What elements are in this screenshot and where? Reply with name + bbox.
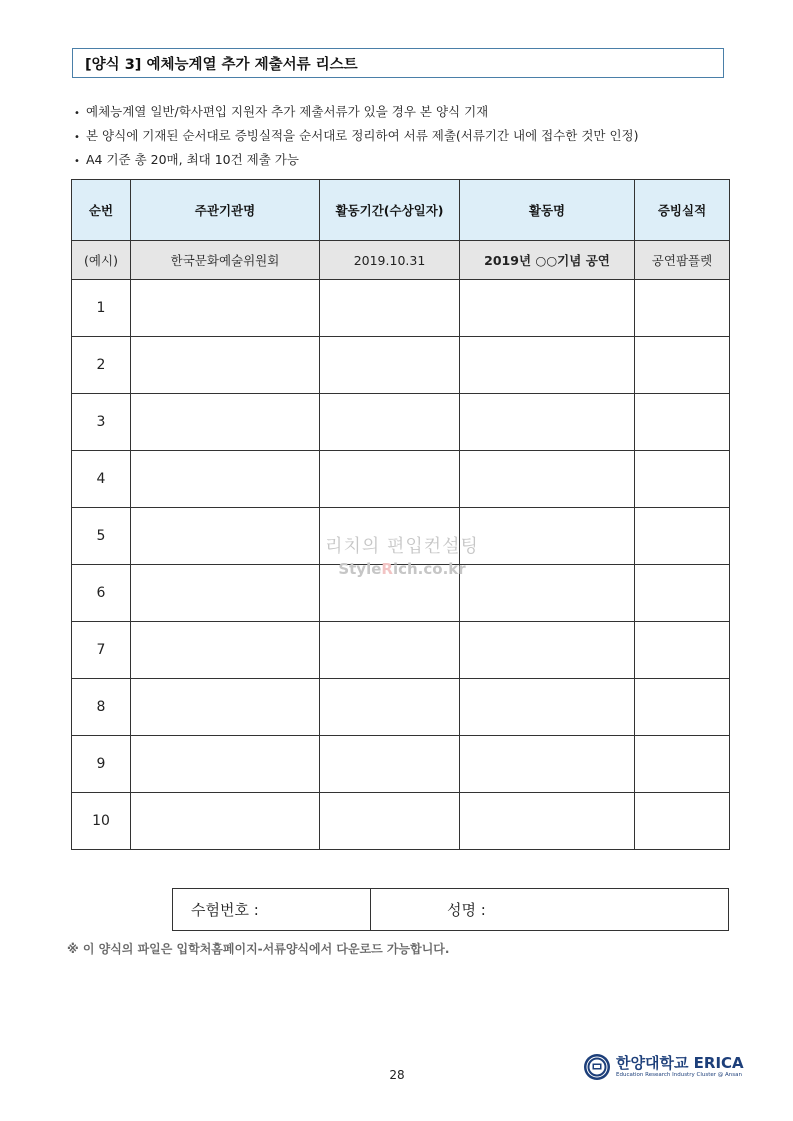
header-organization: 주관기관명 xyxy=(131,180,320,241)
university-seal-icon xyxy=(583,1053,611,1081)
example-evidence: 공연팜플렛 xyxy=(635,241,730,280)
instruction-item: • 본 양식에 기재된 순서대로 증빙실적을 순서대로 정리하여 서류 제출(서류기간 내에 접수한 것만 인정) xyxy=(74,124,639,148)
row-evidence-cell[interactable] xyxy=(635,793,730,850)
row-activity-cell[interactable] xyxy=(460,337,635,394)
header-evidence: 증빙실적 xyxy=(635,180,730,241)
submission-table xyxy=(71,179,730,850)
table-row xyxy=(72,394,730,451)
download-note: ※ 이 양식의 파일은 입학처홈페이지-서류양식에서 다운로드 가능합니다. xyxy=(67,942,450,956)
row-activity-cell[interactable] xyxy=(460,622,635,679)
row-activity-cell[interactable] xyxy=(460,394,635,451)
example-organization: 한국문화예술위원회 xyxy=(131,241,320,280)
name-field[interactable]: 성명 : xyxy=(447,901,486,919)
row-seq: 5 xyxy=(72,508,131,565)
row-seq: 6 xyxy=(72,565,131,622)
row-seq: 7 xyxy=(72,622,131,679)
header-activity: 활동명 xyxy=(460,180,635,241)
bullet-icon: • xyxy=(74,132,80,143)
bullet-icon: • xyxy=(74,108,80,119)
row-seq: 8 xyxy=(72,679,131,736)
row-organization-cell[interactable] xyxy=(131,280,320,337)
watermark-line2: StyleRich.co.kr xyxy=(338,560,466,578)
table-row xyxy=(72,622,730,679)
header-period: 활동기간(수상일자) xyxy=(320,180,460,241)
row-seq: 1 xyxy=(72,280,131,337)
row-evidence-cell[interactable] xyxy=(635,280,730,337)
row-organization-cell[interactable] xyxy=(131,679,320,736)
row-activity-cell[interactable] xyxy=(460,679,635,736)
row-evidence-cell[interactable] xyxy=(635,679,730,736)
row-evidence-cell[interactable] xyxy=(635,622,730,679)
row-evidence-cell[interactable] xyxy=(635,508,730,565)
row-period-cell[interactable] xyxy=(320,565,460,622)
row-period-cell[interactable] xyxy=(320,679,460,736)
row-evidence-cell[interactable] xyxy=(635,736,730,793)
table-row xyxy=(72,565,730,622)
row-organization-cell[interactable] xyxy=(131,622,320,679)
row-period-cell[interactable] xyxy=(320,337,460,394)
row-period-cell[interactable] xyxy=(320,394,460,451)
row-seq: 2 xyxy=(72,337,131,394)
row-evidence-cell[interactable] xyxy=(635,337,730,394)
row-organization-cell[interactable] xyxy=(131,793,320,850)
university-name: 한양대학교 ERICA xyxy=(616,1054,744,1072)
instruction-item: • A4 기준 총 20매, 최대 10건 제출 가능 xyxy=(74,148,639,172)
table-row xyxy=(72,451,730,508)
row-seq: 3 xyxy=(72,394,131,451)
row-period-cell[interactable] xyxy=(320,508,460,565)
row-organization-cell[interactable] xyxy=(131,508,320,565)
instruction-list xyxy=(74,100,639,172)
row-activity-cell[interactable] xyxy=(460,565,635,622)
row-organization-cell[interactable] xyxy=(131,394,320,451)
row-activity-cell[interactable] xyxy=(460,451,635,508)
table-header-row xyxy=(72,180,730,241)
applicant-id-box xyxy=(172,888,729,931)
row-seq: 9 xyxy=(72,736,131,793)
table-row xyxy=(72,736,730,793)
row-seq: 4 xyxy=(72,451,131,508)
example-seq: (예시) xyxy=(72,241,131,280)
table-row xyxy=(72,280,730,337)
row-activity-cell[interactable] xyxy=(460,280,635,337)
form-title: [양식 3] 예체능계열 추가 제출서류 리스트 xyxy=(72,48,724,78)
table-row xyxy=(72,337,730,394)
row-organization-cell[interactable] xyxy=(131,565,320,622)
row-period-cell[interactable] xyxy=(320,280,460,337)
example-period: 2019.10.31 xyxy=(320,241,460,280)
exam-number-field[interactable]: 수험번호 : xyxy=(173,889,371,930)
row-evidence-cell[interactable] xyxy=(635,565,730,622)
watermark-line1: 리치의 편입컨설팅 xyxy=(325,536,479,557)
row-activity-cell[interactable] xyxy=(460,508,635,565)
row-period-cell[interactable] xyxy=(320,793,460,850)
table-row xyxy=(72,793,730,850)
row-period-cell[interactable] xyxy=(320,451,460,508)
row-activity-cell[interactable] xyxy=(460,793,635,850)
row-period-cell[interactable] xyxy=(320,736,460,793)
university-logo xyxy=(583,1053,744,1081)
university-subtitle: Education Research Industry Cluster @ Ansan xyxy=(616,1072,742,1078)
header-seq: 순번 xyxy=(72,180,131,241)
row-evidence-cell[interactable] xyxy=(635,394,730,451)
row-organization-cell[interactable] xyxy=(131,736,320,793)
page-number: 28 xyxy=(389,1068,405,1082)
instruction-item: • 예체능계열 일반/학사편입 지원자 추가 제출서류가 있을 경우 본 양식 기재 xyxy=(74,100,639,124)
table-row xyxy=(72,508,730,565)
bullet-icon: • xyxy=(74,156,80,167)
example-activity: 2019년 ○○기념 공연 xyxy=(460,241,635,280)
row-evidence-cell[interactable] xyxy=(635,451,730,508)
row-period-cell[interactable] xyxy=(320,622,460,679)
row-organization-cell[interactable] xyxy=(131,337,320,394)
example-row xyxy=(72,241,730,280)
row-organization-cell[interactable] xyxy=(131,451,320,508)
table-row xyxy=(72,679,730,736)
row-activity-cell[interactable] xyxy=(460,736,635,793)
row-seq: 10 xyxy=(72,793,131,850)
